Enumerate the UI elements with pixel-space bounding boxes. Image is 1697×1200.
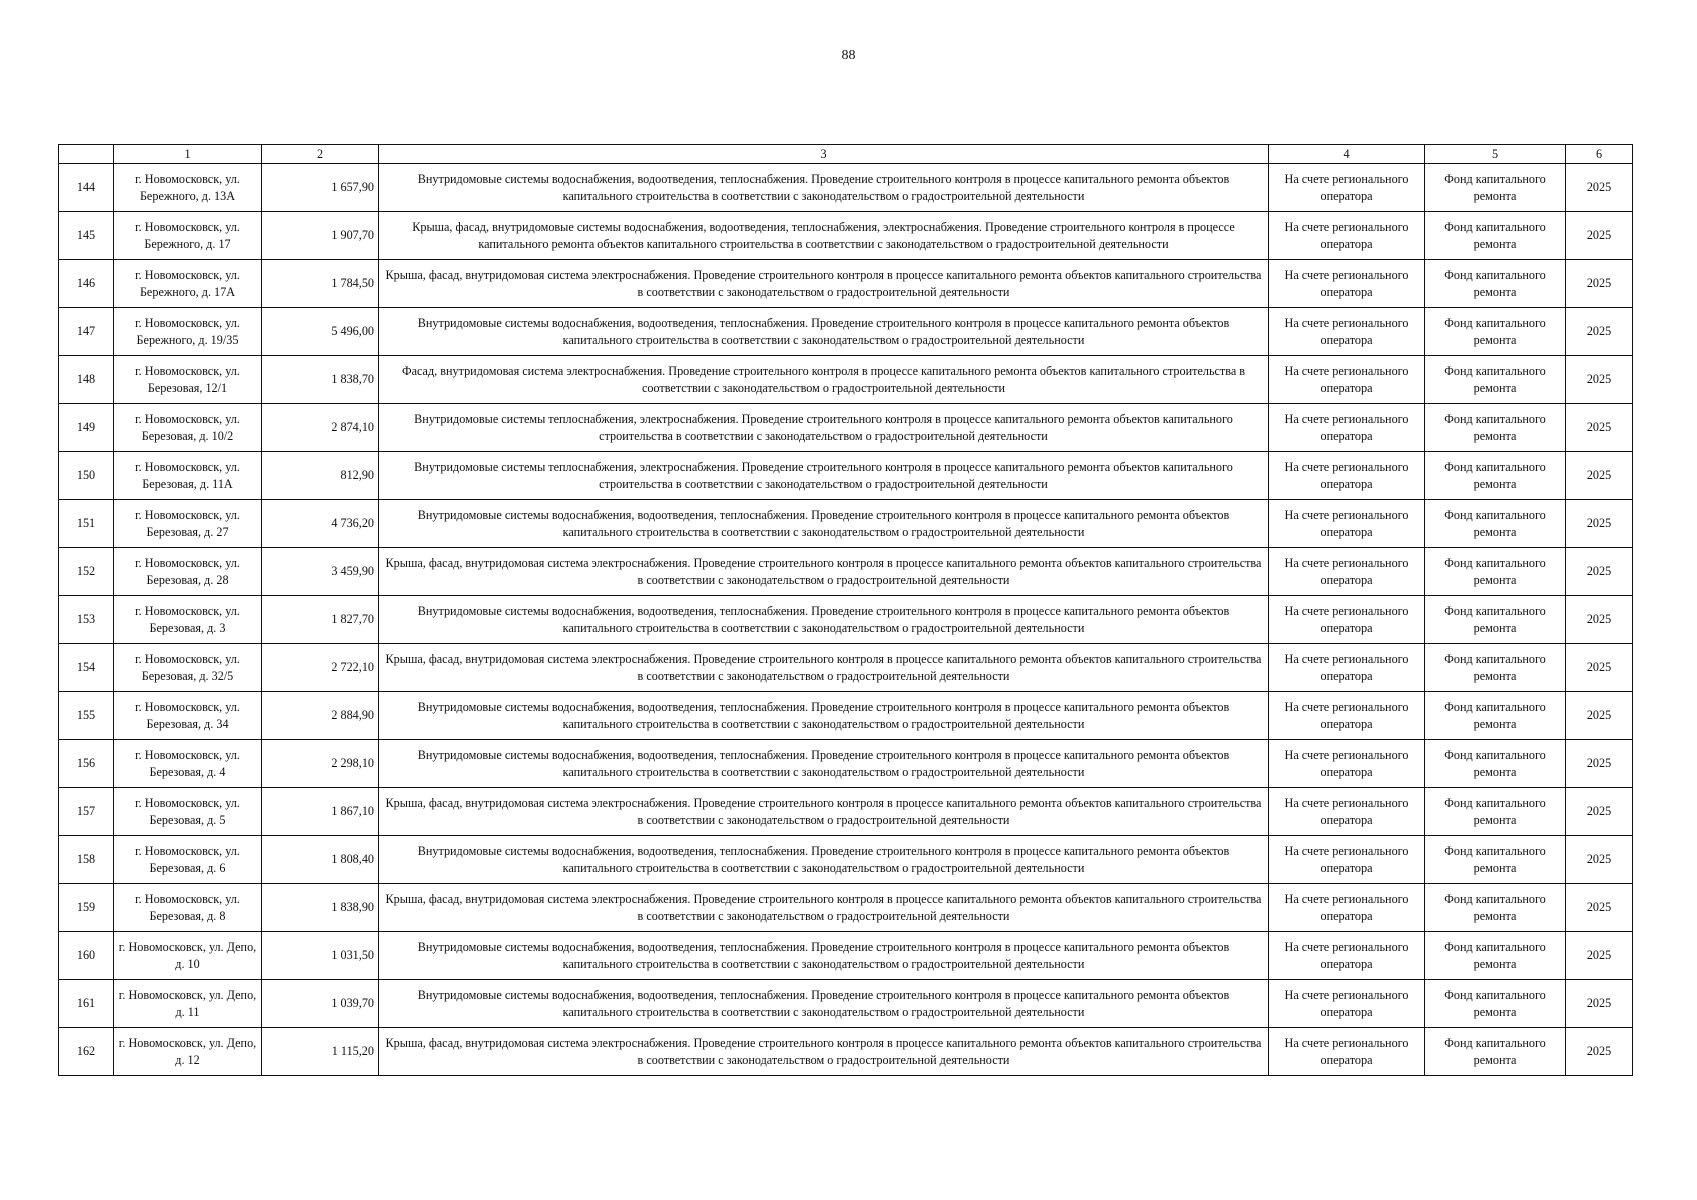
funding-source-cell: Фонд капитального ремонта xyxy=(1425,980,1566,1028)
account-cell: На счете регионального оператора xyxy=(1269,740,1425,788)
area-cell: 2 874,10 xyxy=(262,404,379,452)
works-cell: Внутридомовые системы водоснабжения, водоотведения, теплоснабжения. Проведение строительного контроля в процессе капитального ремонта объектов капитального строительства в соответствии с законодательством о градостроительной деятельности xyxy=(379,164,1269,212)
year-cell: 2025 xyxy=(1566,644,1633,692)
year-cell: 2025 xyxy=(1566,548,1633,596)
account-cell: На счете регионального оператора xyxy=(1269,596,1425,644)
area-cell: 1 838,70 xyxy=(262,356,379,404)
area-cell: 2 298,10 xyxy=(262,740,379,788)
address-cell: г. Новомосковск, ул. Бережного, д. 17А xyxy=(114,260,262,308)
header-cell-5: 5 xyxy=(1425,145,1566,164)
address-cell: г. Новомосковск, ул. Депо, д. 10 xyxy=(114,932,262,980)
address-cell: г. Новомосковск, ул. Березовая, д. 5 xyxy=(114,788,262,836)
account-cell: На счете регионального оператора xyxy=(1269,260,1425,308)
address-cell: г. Новомосковск, ул. Бережного, д. 17 xyxy=(114,212,262,260)
funding-source-cell: Фонд капитального ремонта xyxy=(1425,1028,1566,1076)
row-number: 144 xyxy=(59,164,114,212)
table-row xyxy=(59,548,1633,596)
area-cell: 2 722,10 xyxy=(262,644,379,692)
works-cell: Крыша, фасад, внутридомовая система электроснабжения. Проведение строительного контроля в процессе капитального ремонта объектов капитального строительства в соответствии с законодательством о градостроительной деятельности xyxy=(379,548,1269,596)
year-cell: 2025 xyxy=(1566,308,1633,356)
year-cell: 2025 xyxy=(1566,452,1633,500)
header-cell-3: 3 xyxy=(379,145,1269,164)
works-cell: Внутридомовые системы водоснабжения, водоотведения, теплоснабжения. Проведение строительного контроля в процессе капитального ремонта объектов капитального строительства в соответствии с законодательством о градостроительной деятельности xyxy=(379,932,1269,980)
account-cell: На счете регионального оператора xyxy=(1269,164,1425,212)
row-number: 161 xyxy=(59,980,114,1028)
area-cell: 1 784,50 xyxy=(262,260,379,308)
account-cell: На счете регионального оператора xyxy=(1269,932,1425,980)
area-cell: 1 657,90 xyxy=(262,164,379,212)
row-number: 155 xyxy=(59,692,114,740)
row-number: 158 xyxy=(59,836,114,884)
works-cell: Крыша, фасад, внутридомовая система электроснабжения. Проведение строительного контроля в процессе капитального ремонта объектов капитального строительства в соответствии с законодательством о градостроительной деятельности xyxy=(379,1028,1269,1076)
table-row xyxy=(59,932,1633,980)
header-cell-2: 2 xyxy=(262,145,379,164)
row-number: 150 xyxy=(59,452,114,500)
row-number: 153 xyxy=(59,596,114,644)
year-cell: 2025 xyxy=(1566,932,1633,980)
area-cell: 1 808,40 xyxy=(262,836,379,884)
funding-source-cell: Фонд капитального ремонта xyxy=(1425,356,1566,404)
account-cell: На счете регионального оператора xyxy=(1269,212,1425,260)
account-cell: На счете регионального оператора xyxy=(1269,500,1425,548)
header-row xyxy=(59,145,1633,164)
table-row xyxy=(59,692,1633,740)
year-cell: 2025 xyxy=(1566,1028,1633,1076)
area-cell: 3 459,90 xyxy=(262,548,379,596)
account-cell: На счете регионального оператора xyxy=(1269,356,1425,404)
year-cell: 2025 xyxy=(1566,260,1633,308)
table-row xyxy=(59,404,1633,452)
works-cell: Внутридомовые системы водоснабжения, водоотведения, теплоснабжения. Проведение строительного контроля в процессе капитального ремонта объектов капитального строительства в соответствии с законодательством о градостроительной деятельности xyxy=(379,308,1269,356)
table-body xyxy=(59,164,1633,1076)
header-cell-4: 4 xyxy=(1269,145,1425,164)
address-cell: г. Новомосковск, ул. Березовая, д. 34 xyxy=(114,692,262,740)
works-cell: Внутридомовые системы водоснабжения, водоотведения, теплоснабжения. Проведение строительного контроля в процессе капитального ремонта объектов капитального строительства в соответствии с законодательством о градостроительной деятельности xyxy=(379,596,1269,644)
row-number: 152 xyxy=(59,548,114,596)
works-cell: Крыша, фасад, внутридомовая система электроснабжения. Проведение строительного контроля в процессе капитального ремонта объектов капитального строительства в соответствии с законодательством о градостроительной деятельности xyxy=(379,260,1269,308)
table-header xyxy=(59,145,1633,164)
area-cell: 1 031,50 xyxy=(262,932,379,980)
table-row xyxy=(59,308,1633,356)
area-cell: 1 867,10 xyxy=(262,788,379,836)
works-cell: Внутридомовые системы водоснабжения, водоотведения, теплоснабжения. Проведение строительного контроля в процессе капитального ремонта объектов капитального строительства в соответствии с законодательством о градостроительной деятельности xyxy=(379,836,1269,884)
row-number: 145 xyxy=(59,212,114,260)
account-cell: На счете регионального оператора xyxy=(1269,308,1425,356)
table-row xyxy=(59,980,1633,1028)
address-cell: г. Новомосковск, ул. Депо, д. 11 xyxy=(114,980,262,1028)
works-cell: Крыша, фасад, внутридомовая система электроснабжения. Проведение строительного контроля в процессе капитального ремонта объектов капитального строительства в соответствии с законодательством о градостроительной деятельности xyxy=(379,788,1269,836)
year-cell: 2025 xyxy=(1566,692,1633,740)
works-cell: Крыша, фасад, внутридомовая система электроснабжения. Проведение строительного контроля в процессе капитального ремонта объектов капитального строительства в соответствии с законодательством о градостроительной деятельности xyxy=(379,884,1269,932)
year-cell: 2025 xyxy=(1566,980,1633,1028)
row-number: 146 xyxy=(59,260,114,308)
year-cell: 2025 xyxy=(1566,164,1633,212)
row-number: 157 xyxy=(59,788,114,836)
funding-source-cell: Фонд капитального ремонта xyxy=(1425,452,1566,500)
header-cell-1: 1 xyxy=(114,145,262,164)
account-cell: На счете регионального оператора xyxy=(1269,404,1425,452)
address-cell: г. Новомосковск, ул. Березовая, д. 3 xyxy=(114,596,262,644)
table-row xyxy=(59,644,1633,692)
address-cell: г. Новомосковск, ул. Депо, д. 12 xyxy=(114,1028,262,1076)
table-row xyxy=(59,260,1633,308)
works-cell: Крыша, фасад, внутридомовые системы водоснабжения, водоотведения, теплоснабжения, электроснабжения. Проведение строительного контроля в процессе капитального ремонта объектов капитального строительства в соответствии с законодательством о градостроительной деятельности xyxy=(379,212,1269,260)
table-row xyxy=(59,212,1633,260)
works-cell: Внутридомовые системы водоснабжения, водоотведения, теплоснабжения. Проведение строительного контроля в процессе капитального ремонта объектов капитального строительства в соответствии с законодательством о градостроительной деятельности xyxy=(379,692,1269,740)
table-row xyxy=(59,788,1633,836)
address-cell: г. Новомосковск, ул. Березовая, д. 32/5 xyxy=(114,644,262,692)
works-cell: Внутридомовые системы теплоснабжения, электроснабжения. Проведение строительного контроля в процессе капитального ремонта объектов капитального строительства в соответствии с законодательством о градостроительной деятельности xyxy=(379,452,1269,500)
address-cell: г. Новомосковск, ул. Березовая, 12/1 xyxy=(114,356,262,404)
year-cell: 2025 xyxy=(1566,212,1633,260)
address-cell: г. Новомосковск, ул. Березовая, д. 8 xyxy=(114,884,262,932)
address-cell: г. Новомосковск, ул. Бережного, д. 19/35 xyxy=(114,308,262,356)
address-cell: г. Новомосковск, ул. Березовая, д. 28 xyxy=(114,548,262,596)
year-cell: 2025 xyxy=(1566,404,1633,452)
funding-source-cell: Фонд капитального ремонта xyxy=(1425,404,1566,452)
page-number: 88 xyxy=(841,48,856,63)
area-cell: 1 907,70 xyxy=(262,212,379,260)
funding-source-cell: Фонд капитального ремонта xyxy=(1425,164,1566,212)
year-cell: 2025 xyxy=(1566,596,1633,644)
repair-program-table xyxy=(58,144,1633,1076)
address-cell: г. Новомосковск, ул. Березовая, д. 27 xyxy=(114,500,262,548)
funding-source-cell: Фонд капитального ремонта xyxy=(1425,644,1566,692)
account-cell: На счете регионального оператора xyxy=(1269,644,1425,692)
funding-source-cell: Фонд капитального ремонта xyxy=(1425,740,1566,788)
row-number: 148 xyxy=(59,356,114,404)
funding-source-cell: Фонд капитального ремонта xyxy=(1425,932,1566,980)
works-cell: Крыша, фасад, внутридомовая система электроснабжения. Проведение строительного контроля в процессе капитального ремонта объектов капитального строительства в соответствии с законодательством о градостроительной деятельности xyxy=(379,644,1269,692)
funding-source-cell: Фонд капитального ремонта xyxy=(1425,212,1566,260)
table-row xyxy=(59,452,1633,500)
account-cell: На счете регионального оператора xyxy=(1269,452,1425,500)
area-cell: 2 884,90 xyxy=(262,692,379,740)
area-cell: 1 115,20 xyxy=(262,1028,379,1076)
table-row xyxy=(59,1028,1633,1076)
address-cell: г. Новомосковск, ул. Бережного, д. 13А xyxy=(114,164,262,212)
year-cell: 2025 xyxy=(1566,356,1633,404)
area-cell: 1 838,90 xyxy=(262,884,379,932)
row-number: 160 xyxy=(59,932,114,980)
account-cell: На счете регионального оператора xyxy=(1269,548,1425,596)
area-cell: 1 039,70 xyxy=(262,980,379,1028)
table-row xyxy=(59,836,1633,884)
table-row xyxy=(59,164,1633,212)
funding-source-cell: Фонд капитального ремонта xyxy=(1425,596,1566,644)
address-cell: г. Новомосковск, ул. Березовая, д. 11А xyxy=(114,452,262,500)
funding-source-cell: Фонд капитального ремонта xyxy=(1425,548,1566,596)
funding-source-cell: Фонд капитального ремонта xyxy=(1425,884,1566,932)
header-cell-6: 6 xyxy=(1566,145,1633,164)
works-cell: Внутридомовые системы водоснабжения, водоотведения, теплоснабжения. Проведение строительного контроля в процессе капитального ремонта объектов капитального строительства в соответствии с законодательством о градостроительной деятельности xyxy=(379,740,1269,788)
row-number: 154 xyxy=(59,644,114,692)
works-cell: Фасад, внутридомовая система электроснабжения. Проведение строительного контроля в процессе капитального ремонта объектов капитального строительства в соответствии с законодательством о градостроительной деятельности xyxy=(379,356,1269,404)
account-cell: На счете регионального оператора xyxy=(1269,980,1425,1028)
funding-source-cell: Фонд капитального ремонта xyxy=(1425,788,1566,836)
row-number: 147 xyxy=(59,308,114,356)
year-cell: 2025 xyxy=(1566,836,1633,884)
area-cell: 1 827,70 xyxy=(262,596,379,644)
table-row xyxy=(59,500,1633,548)
table-row xyxy=(59,884,1633,932)
works-cell: Внутридомовые системы теплоснабжения, электроснабжения. Проведение строительного контроля в процессе капитального ремонта объектов капитального строительства в соответствии с законодательством о градостроительной деятельности xyxy=(379,404,1269,452)
address-cell: г. Новомосковск, ул. Березовая, д. 10/2 xyxy=(114,404,262,452)
row-number: 156 xyxy=(59,740,114,788)
row-number: 159 xyxy=(59,884,114,932)
year-cell: 2025 xyxy=(1566,884,1633,932)
funding-source-cell: Фонд капитального ремонта xyxy=(1425,308,1566,356)
area-cell: 4 736,20 xyxy=(262,500,379,548)
address-cell: г. Новомосковск, ул. Березовая, д. 4 xyxy=(114,740,262,788)
funding-source-cell: Фонд капитального ремонта xyxy=(1425,836,1566,884)
row-number: 162 xyxy=(59,1028,114,1076)
year-cell: 2025 xyxy=(1566,788,1633,836)
row-number: 151 xyxy=(59,500,114,548)
account-cell: На счете регионального оператора xyxy=(1269,836,1425,884)
header-cell-index xyxy=(59,145,114,164)
address-cell: г. Новомосковск, ул. Березовая, д. 6 xyxy=(114,836,262,884)
year-cell: 2025 xyxy=(1566,500,1633,548)
year-cell: 2025 xyxy=(1566,740,1633,788)
area-cell: 812,90 xyxy=(262,452,379,500)
account-cell: На счете регионального оператора xyxy=(1269,788,1425,836)
funding-source-cell: Фонд капитального ремонта xyxy=(1425,500,1566,548)
account-cell: На счете регионального оператора xyxy=(1269,692,1425,740)
row-number: 149 xyxy=(59,404,114,452)
table-row xyxy=(59,596,1633,644)
table-row xyxy=(59,356,1633,404)
account-cell: На счете регионального оператора xyxy=(1269,1028,1425,1076)
account-cell: На счете регионального оператора xyxy=(1269,884,1425,932)
funding-source-cell: Фонд капитального ремонта xyxy=(1425,260,1566,308)
funding-source-cell: Фонд капитального ремонта xyxy=(1425,692,1566,740)
area-cell: 5 496,00 xyxy=(262,308,379,356)
works-cell: Внутридомовые системы водоснабжения, водоотведения, теплоснабжения. Проведение строительного контроля в процессе капитального ремонта объектов капитального строительства в соответствии с законодательством о градостроительной деятельности xyxy=(379,500,1269,548)
works-cell: Внутридомовые системы водоснабжения, водоотведения, теплоснабжения. Проведение строительного контроля в процессе капитального ремонта объектов капитального строительства в соответствии с законодательством о градостроительной деятельности xyxy=(379,980,1269,1028)
table-row xyxy=(59,740,1633,788)
